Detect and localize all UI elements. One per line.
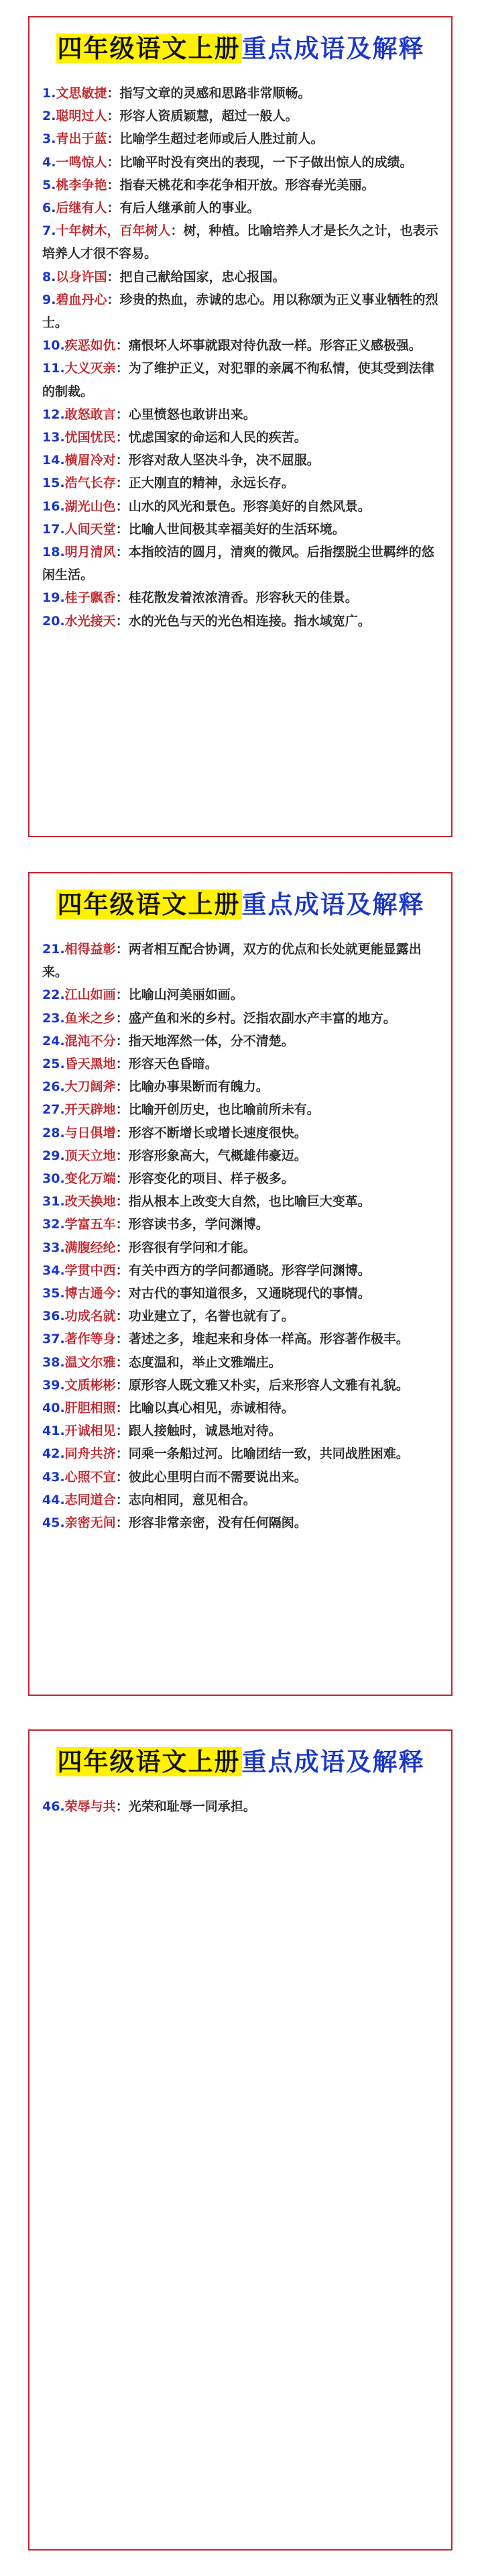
- idiom-term: 一鸣惊人: [56, 154, 107, 170]
- idiom-entry: [42, 541, 442, 586]
- idiom-term: 混沌不分: [64, 1033, 116, 1049]
- separator: ：: [115, 1033, 129, 1049]
- idiom-term: 学富五车: [64, 1217, 116, 1232]
- idiom-term: 荣辱与共: [64, 1799, 116, 1814]
- separator: ：: [115, 1057, 129, 1072]
- separator: ：: [107, 154, 120, 170]
- idiom-definition: 指从根本上改变大自然，也比喻巨大变革。: [128, 1194, 371, 1210]
- idiom-list: [42, 1795, 442, 1818]
- idiom-entry: [42, 266, 442, 288]
- idiom-definition: 水的光色与天的光色相连接。指水域宽广。: [128, 613, 371, 629]
- entry-number: 44.: [42, 1492, 65, 1507]
- idiom-entry: [42, 174, 442, 197]
- idiom-term: 江山如画: [64, 987, 116, 1003]
- idiom-definition: 态度温和，举止文雅端庄。: [128, 1354, 282, 1370]
- separator: ：: [107, 201, 120, 216]
- idiom-term: 敢怒敢言: [64, 407, 116, 422]
- idiom-definition: 指天地浑然一体，分不清楚。: [128, 1033, 294, 1049]
- idiom-term: 博古通今: [64, 1286, 116, 1301]
- idiom-term: 温文尔雅: [64, 1354, 116, 1370]
- separator: ：: [115, 453, 129, 468]
- separator: ：: [115, 521, 129, 537]
- idiom-entry: [42, 1007, 442, 1030]
- idiom-definition: 为了维护正义，对犯罪的亲属不徇私情，使其受到法律的制裁。: [42, 361, 434, 399]
- idiom-definition: 著述之多，堆起来和身体一样高。形容著作极丰。: [128, 1332, 409, 1347]
- idiom-entry: [42, 426, 442, 449]
- idiom-entry: [42, 1374, 442, 1397]
- separator: ：: [107, 131, 120, 147]
- page-title: [29, 887, 451, 922]
- entry-number: 7.: [42, 223, 56, 239]
- entry-number: 34.: [42, 1263, 65, 1278]
- idiom-entry: [42, 334, 442, 357]
- title-topic: 重点成语及解释: [241, 1748, 425, 1776]
- entry-number: 2.: [42, 109, 56, 124]
- idiom-entry: [42, 1122, 442, 1144]
- idiom-term: 同舟共济: [64, 1446, 116, 1462]
- entry-number: 16.: [42, 498, 65, 514]
- entry-number: 5.: [42, 177, 56, 193]
- separator: ：: [115, 1286, 129, 1301]
- idiom-entry: [42, 1236, 442, 1259]
- entry-number: 41.: [42, 1424, 65, 1439]
- idiom-entry: [42, 1305, 442, 1328]
- entry-number: 42.: [42, 1446, 65, 1462]
- idiom-entry: [42, 1397, 442, 1419]
- separator: ：: [115, 613, 129, 629]
- separator: ：: [115, 1309, 129, 1324]
- separator: ：: [115, 361, 129, 376]
- idiom-definition: 原形容人既文雅又朴实，后来形容人文雅有礼貌。: [128, 1377, 409, 1393]
- idiom-term: 水光接天: [64, 613, 116, 629]
- entry-number: 13.: [42, 430, 65, 445]
- entry-number: 38.: [42, 1354, 65, 1370]
- separator: ：: [170, 223, 184, 239]
- idiom-entry: [42, 449, 442, 472]
- separator: ：: [115, 1194, 129, 1210]
- idiom-term: 聪明过人: [56, 109, 107, 124]
- idiom-entry: [42, 1282, 442, 1305]
- idiom-term: 以身许国: [56, 269, 107, 284]
- entry-number: 9.: [42, 292, 56, 307]
- title-grade: 四年级语文上册: [57, 1747, 241, 1776]
- entry-number: 37.: [42, 1332, 65, 1347]
- page-2: [28, 872, 453, 1696]
- idiom-definition: 形容形象高大，气概雄伟豪迈。: [128, 1148, 307, 1163]
- separator: ：: [115, 1125, 129, 1140]
- entry-number: 12.: [42, 407, 65, 422]
- idiom-definition: 山水的风光和景色。形容美好的自然风景。: [128, 498, 371, 514]
- idiom-entry: [42, 1167, 442, 1190]
- idiom-entry: [42, 288, 442, 334]
- entry-number: 39.: [42, 1377, 65, 1393]
- idiom-term: 肝胆相照: [64, 1401, 116, 1416]
- title-topic: 重点成语及解释: [241, 890, 425, 919]
- separator: ：: [115, 1377, 129, 1393]
- idiom-definition: 形容变化的项目、样子极多。: [128, 1171, 294, 1187]
- separator: ：: [115, 1102, 129, 1118]
- entry-number: 25.: [42, 1057, 65, 1072]
- idiom-term: 横眉冷对: [64, 453, 116, 468]
- entry-number: 24.: [42, 1033, 65, 1049]
- idiom-entry: [42, 1190, 442, 1213]
- page-title: [29, 1744, 451, 1780]
- idiom-definition: 指春天桃花和李花争相开放。形容春光美丽。: [119, 177, 375, 193]
- idiom-entry: [42, 1259, 442, 1282]
- idiom-entry: [42, 1328, 442, 1350]
- idiom-entry: [42, 1511, 442, 1534]
- idiom-term: 变化万端: [64, 1171, 116, 1187]
- entry-number: 35.: [42, 1286, 65, 1301]
- idiom-term: 心照不宣: [64, 1469, 116, 1485]
- idiom-term: 学贯中西: [64, 1263, 116, 1278]
- idiom-term: 桂子飘香: [64, 590, 116, 606]
- separator: ：: [115, 1446, 129, 1462]
- idiom-definition: 心里愤怒也敢讲出来。: [128, 407, 256, 422]
- idiom-definition: 功业建立了，名誉也就有了。: [128, 1309, 294, 1324]
- idiom-definition: 指写文章的灵感和思路非常顺畅。: [119, 86, 311, 101]
- title-grade: 四年级语文上册: [57, 34, 241, 63]
- entry-number: 30.: [42, 1171, 65, 1187]
- entry-number: 19.: [42, 590, 65, 606]
- idiom-term: 明月清风: [64, 545, 116, 560]
- idiom-entry: [42, 197, 442, 219]
- idiom-term: 与日俱增: [64, 1125, 116, 1140]
- idiom-entry: [42, 1144, 442, 1167]
- separator: ：: [115, 942, 129, 957]
- idiom-entry: [42, 1795, 442, 1818]
- separator: ：: [115, 545, 129, 560]
- idiom-term: 湖光山色: [64, 498, 116, 514]
- idiom-entry: [42, 357, 442, 402]
- idiom-entry: [42, 1419, 442, 1442]
- entry-number: 27.: [42, 1102, 65, 1118]
- idiom-definition: 比喻办事果断而有魄力。: [128, 1079, 269, 1095]
- idiom-definition: 形容人资质颖慧，超过一般人。: [119, 109, 298, 124]
- separator: ：: [115, 1424, 129, 1439]
- entry-number: 43.: [42, 1469, 65, 1485]
- separator: ：: [115, 338, 129, 354]
- idiom-term: 著作等身: [64, 1332, 116, 1347]
- separator: ：: [115, 1240, 129, 1255]
- entry-number: 32.: [42, 1217, 65, 1232]
- idiom-entry: [42, 1213, 442, 1236]
- idiom-term: 青出于蓝: [56, 131, 107, 147]
- idiom-entry: [42, 1351, 442, 1374]
- idiom-definition: 光荣和耻辱一同承担。: [128, 1799, 256, 1814]
- idiom-term: 志同道合: [64, 1492, 116, 1507]
- idiom-term: 疾恶如仇: [64, 338, 116, 354]
- idiom-entry: [42, 983, 442, 1006]
- idiom-list: [42, 82, 442, 633]
- idiom-term: 浩气长存: [64, 476, 116, 491]
- idiom-definition: 珍贵的热血，赤诚的忠心。用以称颂为正义事业牺牲的烈士。: [42, 292, 438, 331]
- separator: ：: [115, 430, 129, 445]
- separator: ：: [107, 292, 120, 307]
- idiom-definition: 形容非常亲密，没有任何隔阂。: [128, 1515, 307, 1531]
- idiom-definition: 彼此心里明白而不需要说出来。: [128, 1469, 307, 1485]
- idiom-definition: 形容对敌人坚决斗争，决不屈服。: [128, 453, 320, 468]
- idiom-definition: 两者相互配合协调，双方的优点和长处就更能显露出来。: [42, 942, 422, 980]
- entry-number: 31.: [42, 1194, 65, 1210]
- idiom-term: 人间天堂: [64, 521, 116, 537]
- idiom-term: 大义灭亲: [64, 361, 116, 376]
- separator: ：: [115, 1469, 129, 1485]
- idiom-entry: [42, 105, 442, 127]
- separator: ：: [107, 177, 120, 193]
- idiom-entry: [42, 1489, 442, 1511]
- idiom-term: 开诚相见: [64, 1424, 116, 1439]
- entry-number: 1.: [42, 86, 56, 101]
- idiom-term: 功成名就: [64, 1309, 116, 1324]
- idiom-definition: 比喻以真心相见，赤诚相待。: [128, 1401, 294, 1416]
- separator: ：: [115, 1263, 129, 1278]
- separator: ：: [115, 498, 129, 514]
- idiom-entry: [42, 1075, 442, 1098]
- idiom-entry: [42, 1466, 442, 1489]
- idiom-term: 满腹经纶: [64, 1240, 116, 1255]
- entry-number: 21.: [42, 942, 65, 957]
- idiom-term: 十年树木，百年树人: [56, 223, 171, 239]
- separator: ：: [115, 1515, 129, 1531]
- separator: ：: [115, 590, 129, 606]
- idiom-term: 忧国忧民: [64, 430, 116, 445]
- separator: ：: [115, 1799, 129, 1814]
- idiom-definition: 有关中西方的学问都通晓。形容学问渊博。: [128, 1263, 371, 1278]
- idiom-entry: [42, 219, 442, 265]
- separator: ：: [115, 1079, 129, 1095]
- idiom-definition: 痛恨坏人坏事就跟对待仇敌一样。形容正义感极强。: [128, 338, 422, 354]
- entry-number: 28.: [42, 1125, 65, 1140]
- idiom-definition: 形容很有学问和才能。: [128, 1240, 256, 1255]
- idiom-term: 昏天黑地: [64, 1057, 116, 1072]
- idiom-term: 开天辟地: [64, 1102, 116, 1118]
- entry-number: 36.: [42, 1309, 65, 1324]
- entry-number: 8.: [42, 269, 56, 284]
- entry-number: 45.: [42, 1515, 65, 1531]
- idiom-definition: 桂花散发着浓浓清香。形容秋天的佳景。: [128, 590, 358, 606]
- separator: ：: [115, 1010, 129, 1026]
- separator: ：: [115, 407, 129, 422]
- idiom-entry: [42, 403, 442, 426]
- separator: ：: [115, 1354, 129, 1370]
- idiom-entry: [42, 472, 442, 494]
- idiom-definition: 同乘一条船过河。比喻团结一致，共同战胜困难。: [128, 1446, 409, 1462]
- entry-number: 29.: [42, 1148, 65, 1163]
- entry-number: 18.: [42, 545, 65, 560]
- idiom-term: 顶天立地: [64, 1148, 116, 1163]
- idiom-term: 鱼米之乡: [64, 1010, 116, 1026]
- idiom-entry: [42, 1053, 442, 1075]
- entry-number: 4.: [42, 154, 56, 170]
- entry-number: 33.: [42, 1240, 65, 1255]
- entry-number: 17.: [42, 521, 65, 537]
- separator: ：: [115, 1401, 129, 1416]
- idiom-entry: [42, 495, 442, 518]
- idiom-entry: [42, 938, 442, 983]
- entry-number: 23.: [42, 1010, 65, 1026]
- idiom-term: 文思敏捷: [56, 86, 107, 101]
- page-title: [29, 31, 451, 66]
- idiom-definition: 形容读书多，学问渊博。: [128, 1217, 269, 1232]
- idiom-definition: 比喻学生超过老师或后人胜过前人。: [119, 131, 324, 147]
- idiom-entry: [42, 82, 442, 105]
- separator: ：: [115, 1332, 129, 1347]
- idiom-entry: [42, 610, 442, 633]
- idiom-definition: 形容不断增长或增长速度很快。: [128, 1125, 307, 1140]
- separator: ：: [107, 109, 120, 124]
- idiom-term: 后继有人: [56, 201, 107, 216]
- idiom-term: 碧血丹心: [56, 292, 107, 307]
- separator: ：: [115, 1171, 129, 1187]
- entry-number: 11.: [42, 361, 65, 376]
- idiom-entry: [42, 127, 442, 150]
- idiom-term: 桃李争艳: [56, 177, 107, 193]
- entry-number: 40.: [42, 1401, 65, 1416]
- idiom-definition: 志向相同，意见相合。: [128, 1492, 256, 1507]
- idiom-definition: 正大刚直的精神，永远长存。: [128, 476, 294, 491]
- separator: ：: [115, 1148, 129, 1163]
- title-topic: 重点成语及解释: [241, 34, 425, 63]
- idiom-definition: 盛产鱼和米的乡村。泛指农副水产丰富的地方。: [128, 1010, 396, 1026]
- entry-number: 6.: [42, 201, 56, 216]
- idiom-term: 大刀阔斧: [64, 1079, 116, 1095]
- idiom-term: 相得益彰: [64, 942, 116, 957]
- idiom-definition: 本指皎洁的圆月，清爽的微风。后指摆脱尘世羁绊的悠闲生活。: [42, 545, 434, 583]
- separator: ：: [107, 86, 120, 101]
- idiom-entry: [42, 1098, 442, 1121]
- entry-number: 15.: [42, 476, 65, 491]
- page-3: [28, 1729, 453, 2551]
- separator: ：: [115, 987, 129, 1003]
- idiom-definition: 树，种植。比喻培养人才是长久之计，也表示培养人才很不容易。: [42, 223, 438, 262]
- idiom-list: [42, 938, 442, 1534]
- title-grade: 四年级语文上册: [57, 890, 241, 919]
- idiom-term: 改天换地: [64, 1194, 116, 1210]
- separator: ：: [107, 269, 120, 284]
- entry-number: 3.: [42, 131, 56, 147]
- idiom-entry: [42, 151, 442, 174]
- entry-number: 22.: [42, 987, 65, 1003]
- idiom-definition: 有后人继承前人的事业。: [119, 201, 260, 216]
- separator: ：: [115, 1492, 129, 1507]
- idiom-definition: 把自己献给国家，忠心报国。: [119, 269, 286, 284]
- idiom-definition: 比喻山河美丽如画。: [128, 987, 243, 1003]
- idiom-term: 文质彬彬: [64, 1377, 116, 1393]
- entry-number: 46.: [42, 1799, 65, 1814]
- entry-number: 20.: [42, 613, 65, 629]
- separator: ：: [115, 476, 129, 491]
- entry-number: 26.: [42, 1079, 65, 1095]
- idiom-entry: [42, 1442, 442, 1465]
- separator: ：: [115, 1217, 129, 1232]
- entry-number: 14.: [42, 453, 65, 468]
- idiom-definition: 跟人接触时，诚恳地对待。: [128, 1424, 282, 1439]
- idiom-definition: 比喻开创历史，也比喻前所未有。: [128, 1102, 320, 1118]
- idiom-definition: 对古代的事知道很多，又通晓现代的事情。: [128, 1286, 371, 1301]
- idiom-term: 亲密无间: [64, 1515, 116, 1531]
- idiom-entry: [42, 1030, 442, 1053]
- idiom-definition: 形容天色昏暗。: [128, 1057, 218, 1072]
- page-1: [28, 16, 453, 837]
- idiom-entry: [42, 586, 442, 609]
- idiom-definition: 忧虑国家的命运和人民的疾苦。: [128, 430, 307, 445]
- entry-number: 10.: [42, 338, 65, 354]
- idiom-definition: 比喻平时没有突出的表现，一下子做出惊人的成绩。: [119, 154, 413, 170]
- idiom-entry: [42, 518, 442, 541]
- idiom-definition: 比喻人世间极其幸福美好的生活环境。: [128, 521, 345, 537]
